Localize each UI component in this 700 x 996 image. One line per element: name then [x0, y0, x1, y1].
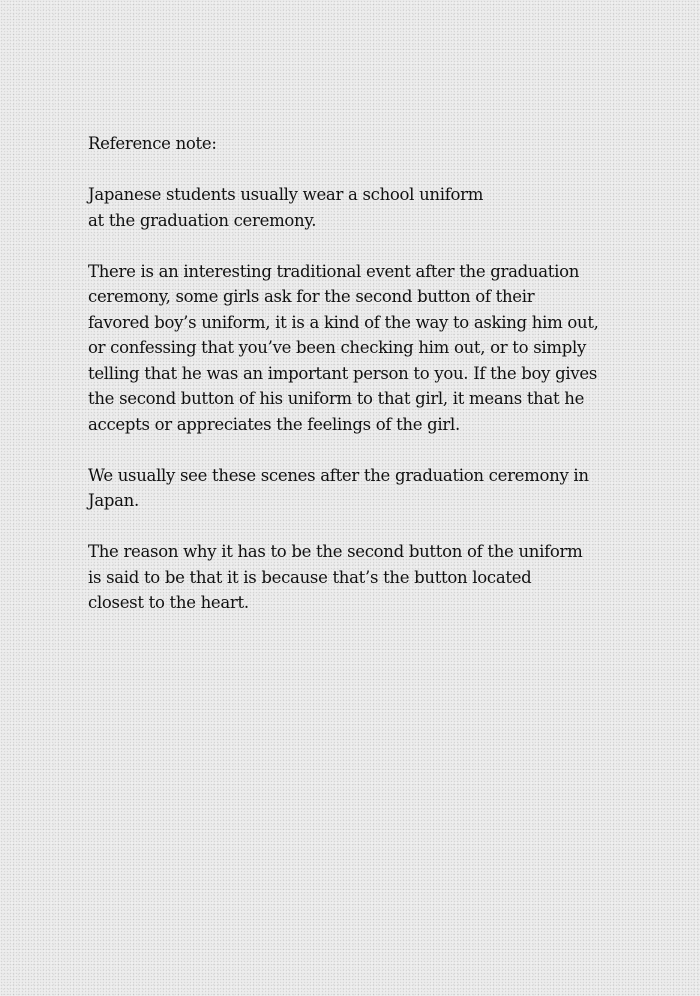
note-paragraph-4 — [88, 539, 628, 616]
note-paragraph-2 — [88, 259, 628, 438]
note-heading: Reference note: — [88, 134, 217, 153]
note-paragraph-3 — [88, 463, 628, 514]
note-line: favored boy’s uniform, it is a kind of the way to asking him out, — [88, 312, 599, 332]
note-heading-paragraph — [88, 131, 628, 157]
note-line: at the graduation ceremony. — [88, 210, 317, 230]
note-line: the second button of his uniform to that girl, it means that he — [88, 389, 585, 408]
note-line: or confessing that you’ve been checking him out, or to simply — [88, 338, 586, 357]
reference-note — [88, 131, 628, 641]
note-line: closest to the heart. — [88, 593, 249, 612]
note-line: accepts or appreciates the feelings of the girl. — [88, 414, 460, 434]
note-line: Japanese students usually wear a school uniform — [88, 185, 484, 204]
note-line: ceremony, some girls ask for the second button of their — [88, 287, 535, 306]
note-line: The reason why it has to be the second button of the uniform — [88, 542, 583, 561]
note-line: There is an interesting traditional event after the graduation — [88, 261, 580, 281]
note-line: telling that he was an important person to you. If the boy gives — [88, 363, 597, 383]
note-line: Japan. — [88, 491, 139, 510]
note-paragraph-1 — [88, 182, 628, 233]
note-line: is said to be that it is because that’s the button located — [88, 567, 532, 587]
note-line: We usually see these scenes after the graduation ceremony in — [88, 465, 589, 485]
